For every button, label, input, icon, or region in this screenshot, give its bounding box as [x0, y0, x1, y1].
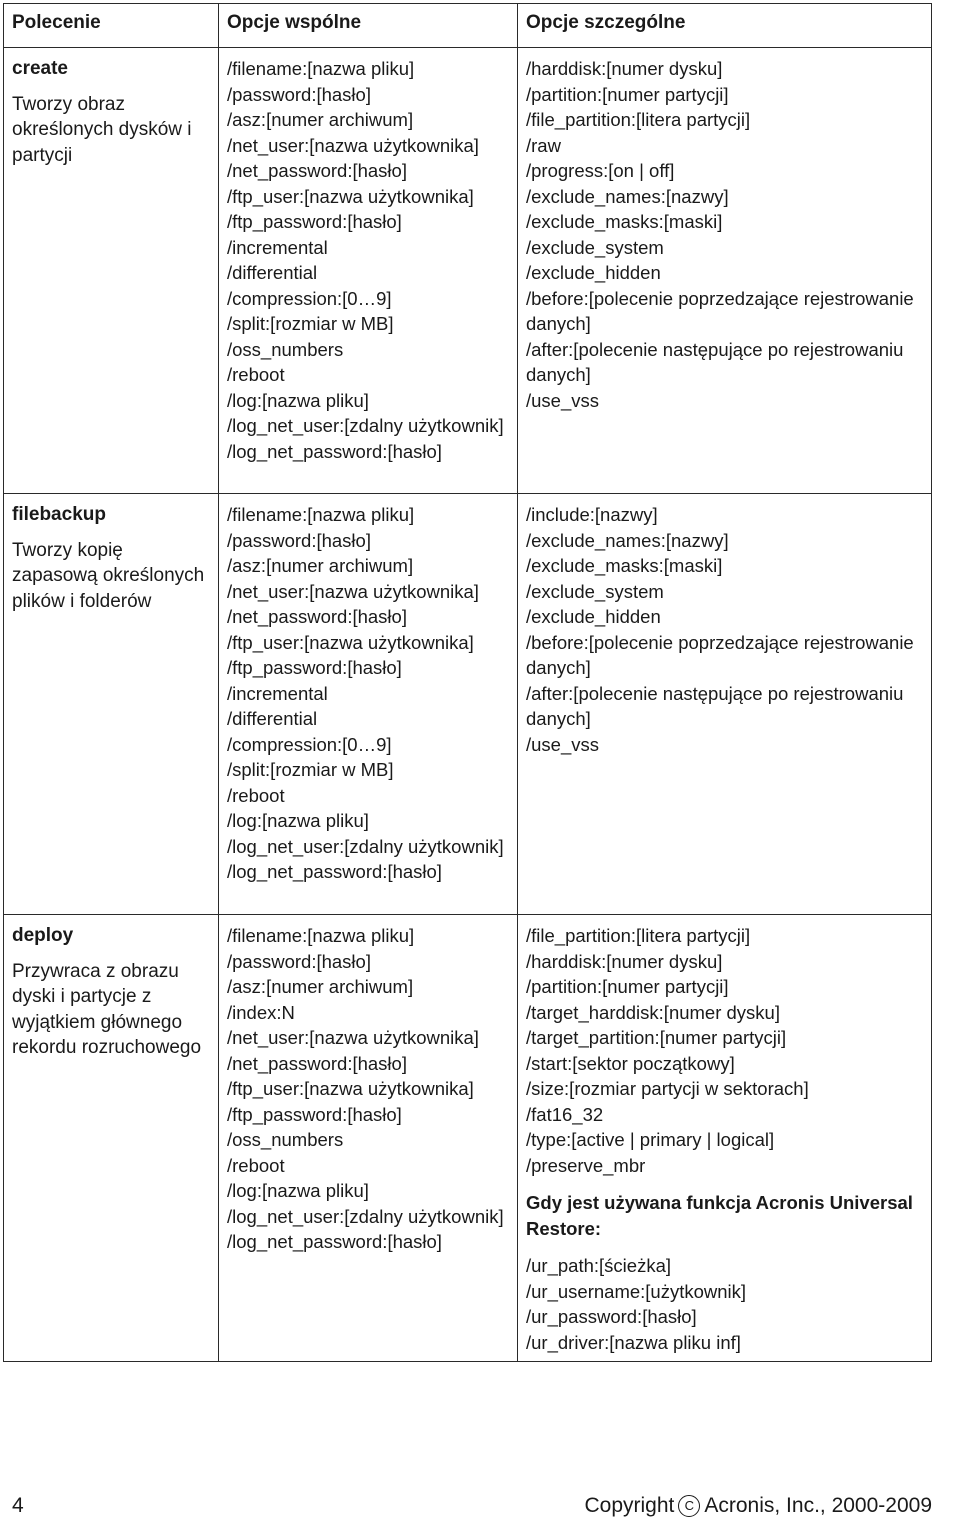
- command-options-table: [3, 3, 932, 1362]
- option-item: /ur_password:[hasło]: [526, 1306, 697, 1327]
- option-item: /net_user:[nazwa użytkownika]: [227, 1027, 479, 1048]
- option-item: /partition:[numer partycji]: [526, 83, 729, 105]
- option-item: /raw: [526, 134, 561, 156]
- option-item: /asz:[numer archiwum]: [227, 976, 414, 997]
- command-description: Przywraca z obrazu dyski i partycje z wyjątkiem głównego rekordu rozruchowego: [12, 960, 202, 1058]
- common-options-cell: [219, 48, 518, 494]
- option-item: /target_partition:[numer partycji]: [526, 1027, 787, 1048]
- option-item: /before:[polecenie poprzedzające rejestrowanie danych]: [526, 631, 914, 678]
- option-item: /password:[hasło]: [227, 83, 371, 105]
- specific-options-cell: [518, 915, 932, 1362]
- option-item: /oss_numbers: [227, 338, 344, 360]
- option-item: /differential: [227, 262, 318, 283]
- option-item: /incremental: [227, 236, 328, 258]
- option-item: /include:[nazwy]: [526, 504, 658, 525]
- command-cell: [4, 494, 219, 915]
- option-item: /filename:[nazwa pliku]: [227, 504, 415, 525]
- option-item: /ftp_password:[hasło]: [227, 657, 402, 678]
- option-item: /before:[polecenie poprzedzające rejestrowanie danych]: [526, 287, 914, 334]
- option-item: /log_net_password:[hasło]: [227, 1231, 442, 1252]
- option-item: /split:[rozmiar w MB]: [227, 759, 394, 780]
- option-item: /fat16_32: [526, 1103, 604, 1125]
- option-item: /asz:[numer archiwum]: [227, 555, 414, 576]
- option-item: /compression:[0…9]: [227, 733, 392, 755]
- option-item: /incremental: [227, 682, 328, 704]
- option-item: /exclude_system: [526, 236, 664, 258]
- command-name: deploy: [12, 925, 74, 946]
- option-item: /reboot: [227, 784, 285, 806]
- option-item: /ftp_user:[nazwa użytkownika]: [227, 185, 474, 207]
- universal-restore-heading: Gdy jest używana funkcja Acronis Universal Restore:: [526, 1192, 913, 1239]
- specific-options-list: [526, 502, 923, 757]
- option-item: /progress:[on | off]: [526, 160, 675, 181]
- option-item: /use_vss: [526, 389, 600, 411]
- table-row-filebackup: [4, 494, 932, 915]
- option-item: /net_password:[hasło]: [227, 606, 407, 627]
- option-item: /index:N: [227, 1001, 295, 1023]
- copyright-line: [584, 1494, 932, 1518]
- option-item: /net_password:[hasło]: [227, 160, 407, 181]
- common-options-list: [227, 923, 509, 1255]
- option-item: /harddisk:[numer dysku]: [526, 58, 723, 79]
- option-item: /log_net_user:[zdalny użytkownik]: [227, 1205, 504, 1227]
- option-item: /log_net_user:[zdalny użytkownik]: [227, 415, 504, 436]
- copyright-icon: C: [678, 1495, 700, 1517]
- option-item: /type:[active | primary | logical]: [526, 1129, 775, 1150]
- option-item: /harddisk:[numer dysku]: [526, 950, 723, 972]
- option-item: /after:[polecenie następujące po rejestrowaniu danych]: [526, 682, 904, 729]
- header-common-options: Opcje wspólne: [219, 4, 518, 48]
- option-item: /ftp_user:[nazwa użytkownika]: [227, 1078, 474, 1099]
- option-item: /after:[polecenie następujące po rejestrowaniu danych]: [526, 338, 904, 385]
- command-name: create: [12, 58, 68, 79]
- specific-options-list: [526, 56, 923, 413]
- command-cell: [4, 48, 219, 494]
- option-item: /exclude_system: [526, 580, 664, 602]
- option-item: /ur_username:[użytkownik]: [526, 1280, 747, 1302]
- specific-options-cell: [518, 494, 932, 915]
- option-item: /size:[rozmiar partycji w sektorach]: [526, 1078, 809, 1099]
- specific-options-cell: [518, 48, 932, 494]
- common-options-list: [227, 56, 509, 464]
- option-item: /exclude_masks:[maski]: [526, 555, 723, 576]
- option-item: /net_user:[nazwa użytkownika]: [227, 134, 479, 156]
- option-item: /password:[hasło]: [227, 529, 371, 551]
- table-header-row: [4, 4, 932, 48]
- option-item: /log_net_user:[zdalny użytkownik]: [227, 835, 504, 857]
- option-item: /asz:[numer archiwum]: [227, 109, 414, 130]
- option-item: /log:[nazwa pliku]: [227, 1180, 369, 1201]
- option-item: /start:[sektor początkowy]: [526, 1052, 735, 1074]
- option-item: /exclude_hidden: [526, 262, 661, 283]
- option-item: /exclude_masks:[maski]: [526, 211, 723, 232]
- option-item: /differential: [227, 708, 318, 729]
- option-item: /log:[nazwa pliku]: [227, 389, 369, 411]
- option-item: /partition:[numer partycji]: [526, 976, 729, 997]
- option-item: /reboot: [227, 364, 285, 385]
- common-options-cell: [219, 494, 518, 915]
- option-item: /ftp_password:[hasło]: [227, 211, 402, 232]
- option-item: /preserve_mbr: [526, 1154, 646, 1176]
- table-row-create: [4, 48, 932, 494]
- option-item: /ur_driver:[nazwa pliku inf]: [526, 1331, 741, 1353]
- option-item: /compression:[0…9]: [227, 287, 392, 309]
- command-description: Tworzy obraz określonych dysków i partycji: [12, 93, 192, 166]
- option-item: /target_harddisk:[numer dysku]: [526, 1001, 780, 1023]
- option-item: /net_password:[hasło]: [227, 1052, 407, 1074]
- option-item: /filename:[nazwa pliku]: [227, 58, 415, 79]
- option-item: /log:[nazwa pliku]: [227, 810, 369, 831]
- option-item: /ftp_user:[nazwa użytkownika]: [227, 631, 474, 653]
- command-cell: [4, 915, 219, 1362]
- table-row-deploy: [4, 915, 932, 1362]
- option-item: /use_vss: [526, 733, 600, 755]
- option-item: /filename:[nazwa pliku]: [227, 925, 415, 946]
- page-number: 4: [12, 1494, 24, 1517]
- option-item: /oss_numbers: [227, 1129, 344, 1150]
- header-command: Polecenie: [4, 4, 219, 48]
- option-item: /file_partition:[litera partycji]: [526, 925, 751, 946]
- option-item: /ur_path:[ścieżka]: [526, 1255, 671, 1276]
- common-options-list: [227, 502, 509, 885]
- option-item: /exclude_hidden: [526, 606, 661, 627]
- option-item: /ftp_password:[hasło]: [227, 1103, 402, 1125]
- option-item: /split:[rozmiar w MB]: [227, 313, 394, 334]
- option-item: /exclude_names:[nazwy]: [526, 529, 729, 551]
- option-item: /reboot: [227, 1154, 285, 1176]
- option-item: /password:[hasło]: [227, 950, 371, 972]
- copyright-word: Copyright: [584, 1494, 675, 1517]
- copyright-text: Acronis, Inc., 2000-2009: [704, 1494, 932, 1517]
- option-item: /net_user:[nazwa użytkownika]: [227, 580, 479, 602]
- option-item: /exclude_names:[nazwy]: [526, 185, 729, 207]
- header-specific-options: Opcje szczególne: [518, 4, 932, 48]
- option-item: /log_net_password:[hasło]: [227, 861, 442, 882]
- specific-options-list: [526, 923, 923, 1178]
- common-options-cell: [219, 915, 518, 1362]
- option-item: /log_net_password:[hasło]: [227, 440, 442, 462]
- option-item: /file_partition:[litera partycji]: [526, 109, 751, 130]
- command-name: filebackup: [12, 504, 106, 525]
- universal-restore-options-list: [526, 1253, 923, 1355]
- command-description: Tworzy kopię zapasową określonych plików i folderów: [12, 539, 205, 612]
